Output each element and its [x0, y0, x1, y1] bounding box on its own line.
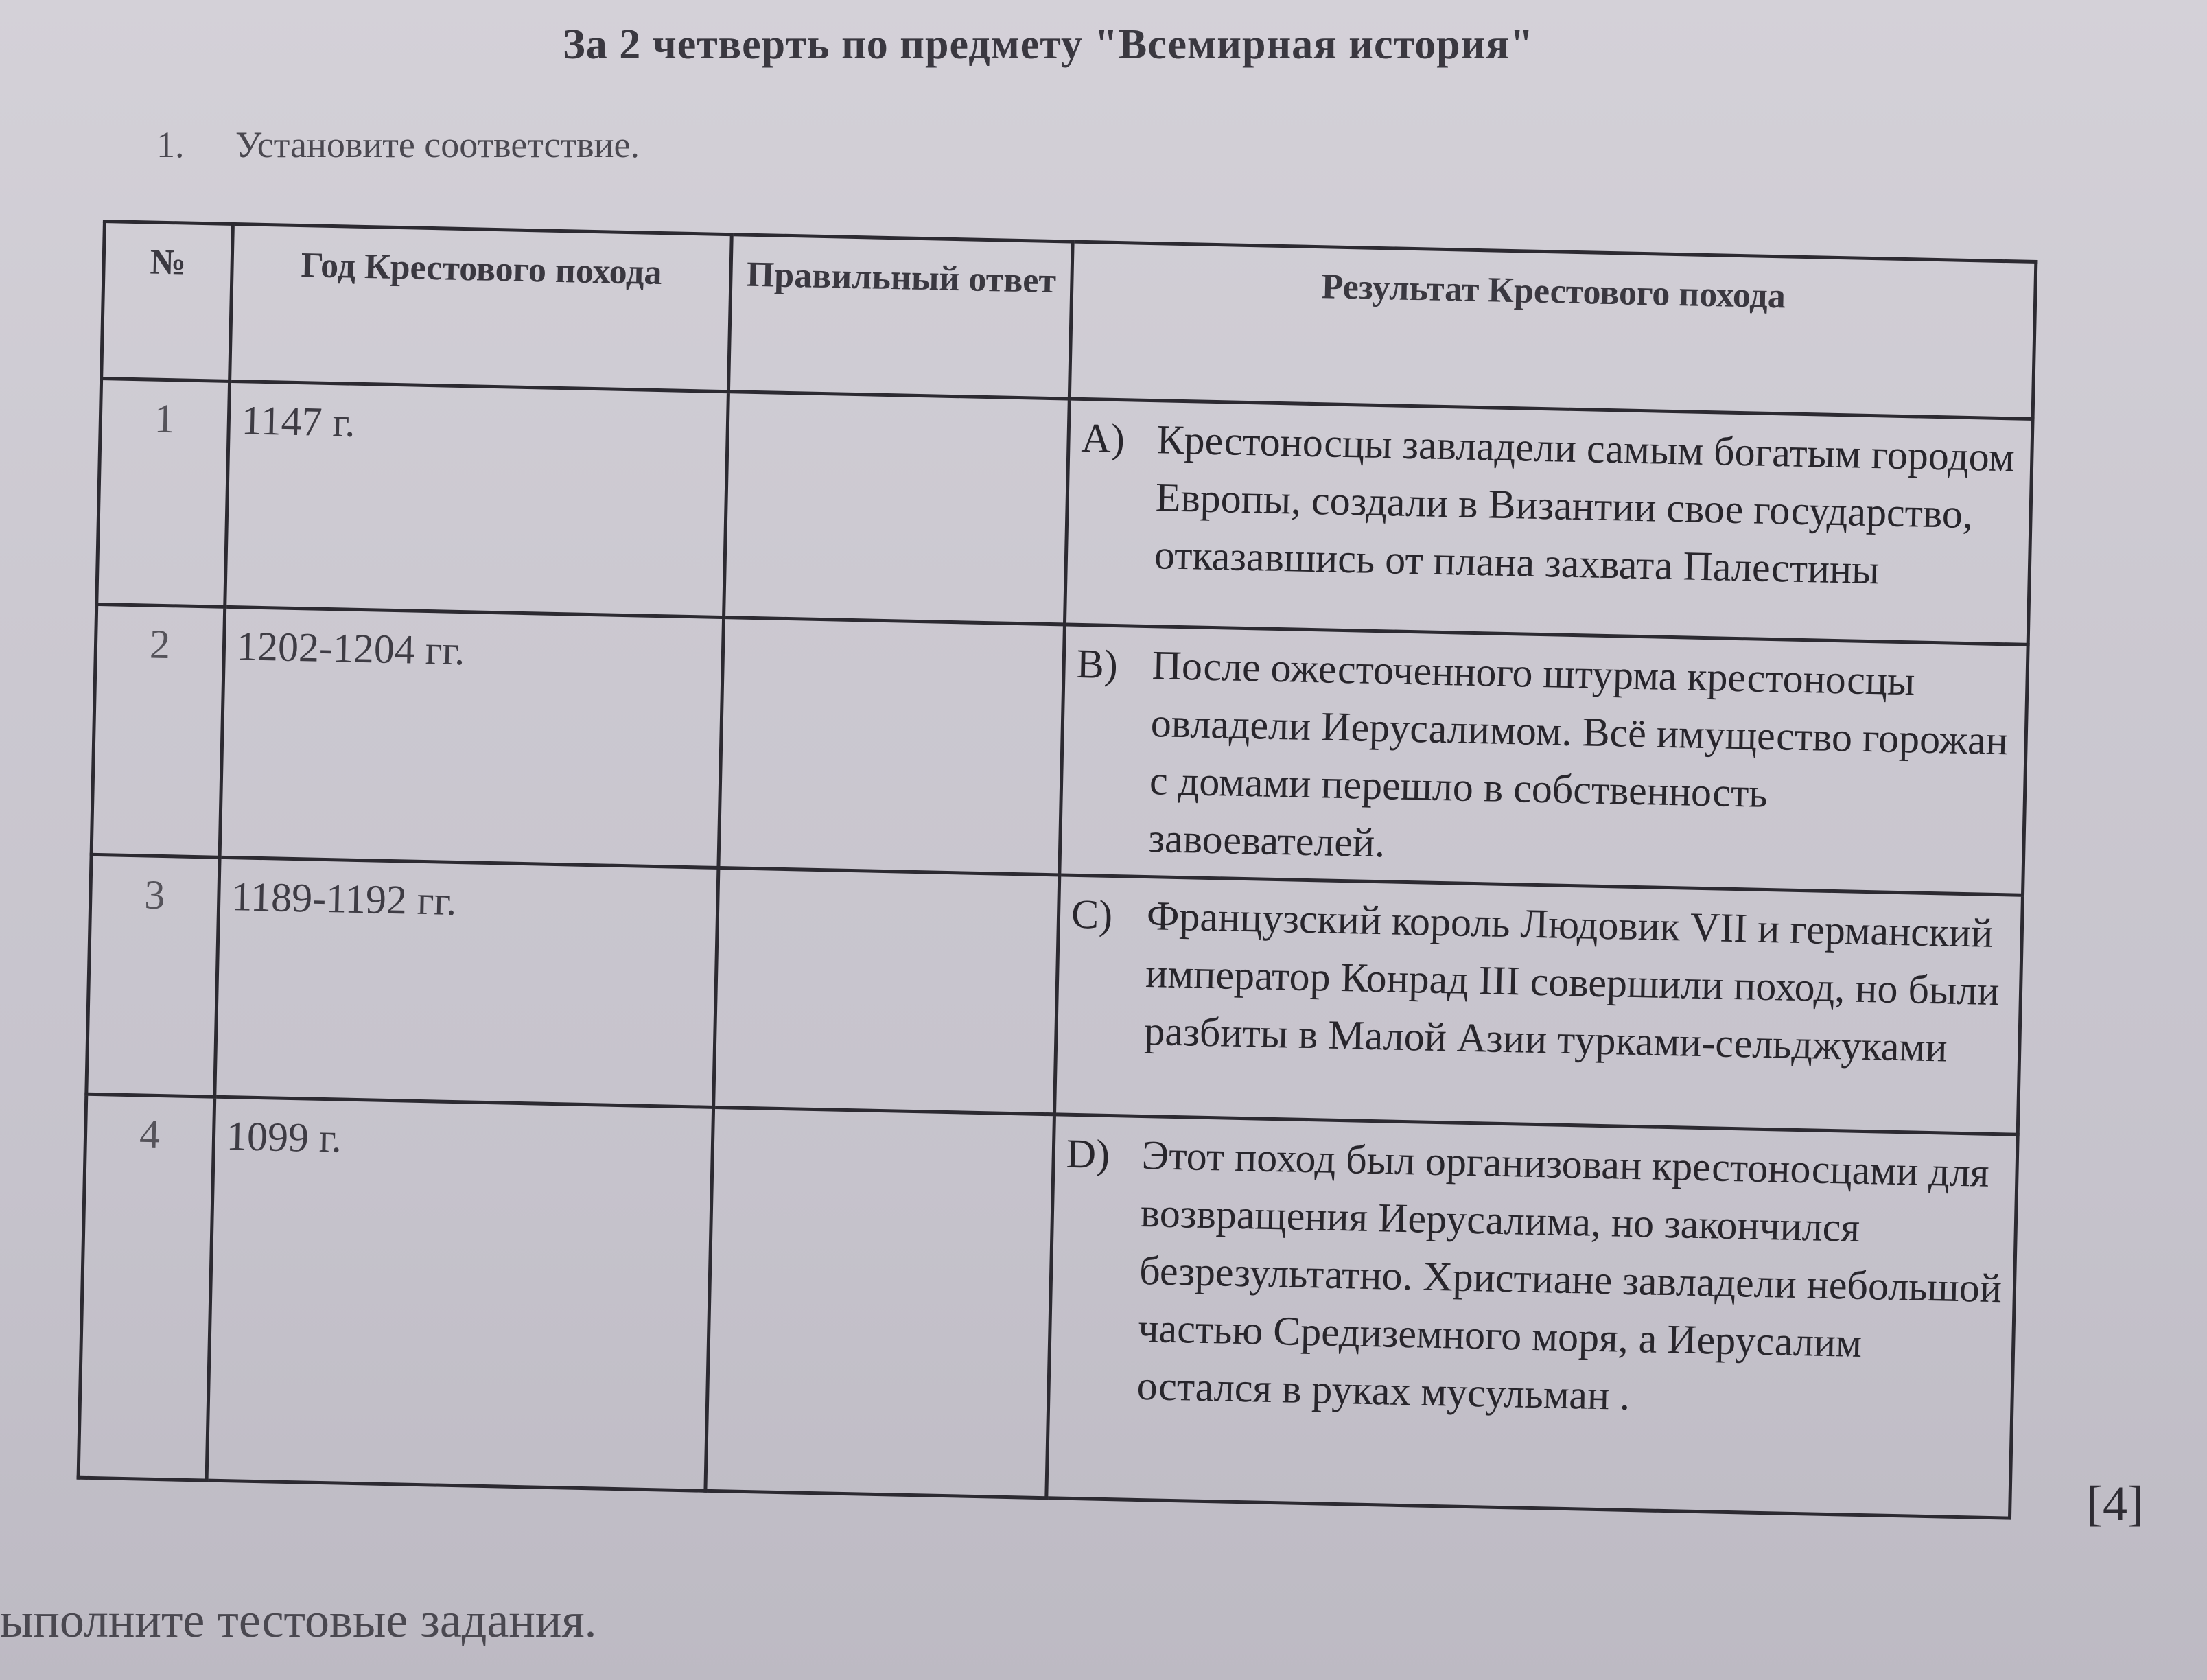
header-num: №: [102, 222, 233, 382]
row-number: 2: [91, 604, 225, 857]
result-text: Этот поход был организован крестоносцами для возвращения Иерусалима, но закончился безрезультатно. Христиане завладели небольшой частью Средиземного моря, а Иерусалим остался в руках мусульман .: [1136, 1132, 2002, 1419]
table-row: [86, 854, 2023, 1134]
page-title: За 2 четверть по предмету "Всемирная история": [563, 21, 1534, 68]
crusade-year: 1099 г.: [207, 1097, 714, 1491]
result-cell: [1054, 875, 2022, 1134]
row-number: 3: [86, 854, 220, 1097]
answer-cell[interactable]: [714, 867, 1060, 1114]
task-instruction-text: Установите соответствие.: [235, 124, 640, 165]
result-text: Французский король Людовик VII и германский император Конрад III совершили поход, но были разбиты в Малой Азии турками-сельджуками: [1143, 893, 2000, 1071]
result-letter: A): [1080, 415, 1125, 462]
result-letter: D): [1066, 1130, 1110, 1178]
result-letter: C): [1071, 891, 1113, 938]
result-text: Крестоносцы завладели самым богатым городом Европы, создали в Византии свое государство, отказавшись от плана захвата Палестины: [1154, 417, 2016, 593]
task-number: 1.: [156, 124, 185, 165]
table-row: [78, 1094, 2018, 1518]
result-cell: [1064, 399, 2033, 644]
answer-cell[interactable]: [719, 618, 1065, 875]
answer-cell[interactable]: [724, 392, 1070, 625]
header-answer: Правильный ответ: [728, 235, 1073, 399]
result-cell: [1060, 625, 2028, 895]
task-instruction: [156, 124, 640, 166]
header-year: Год Крестового похода: [230, 224, 732, 391]
next-task-instruction: ыполните тестовые задания.: [0, 1593, 597, 1648]
row-number: 1: [97, 379, 230, 607]
result-cell: [1047, 1115, 2018, 1518]
score-label: [4]: [2086, 1476, 2144, 1531]
result-letter: B): [1076, 640, 1119, 688]
result-text: После ожесточенного штурма крестоносцы овладели Иерусалимом. Всё имущество горожан с домами перешло в собственность завоевателей.: [1147, 642, 2009, 866]
crusade-year: 1202-1204 гг.: [220, 607, 723, 867]
matching-table: [77, 220, 2038, 1520]
table-row: [91, 604, 2028, 895]
header-result: Результат Крестового похода: [1069, 242, 2035, 419]
crusade-year: 1189-1192 гг.: [215, 857, 719, 1107]
answer-cell[interactable]: [705, 1107, 1055, 1497]
row-number: 4: [78, 1094, 215, 1480]
table-row: [97, 379, 2033, 645]
crusade-year: 1147 г.: [225, 381, 729, 617]
